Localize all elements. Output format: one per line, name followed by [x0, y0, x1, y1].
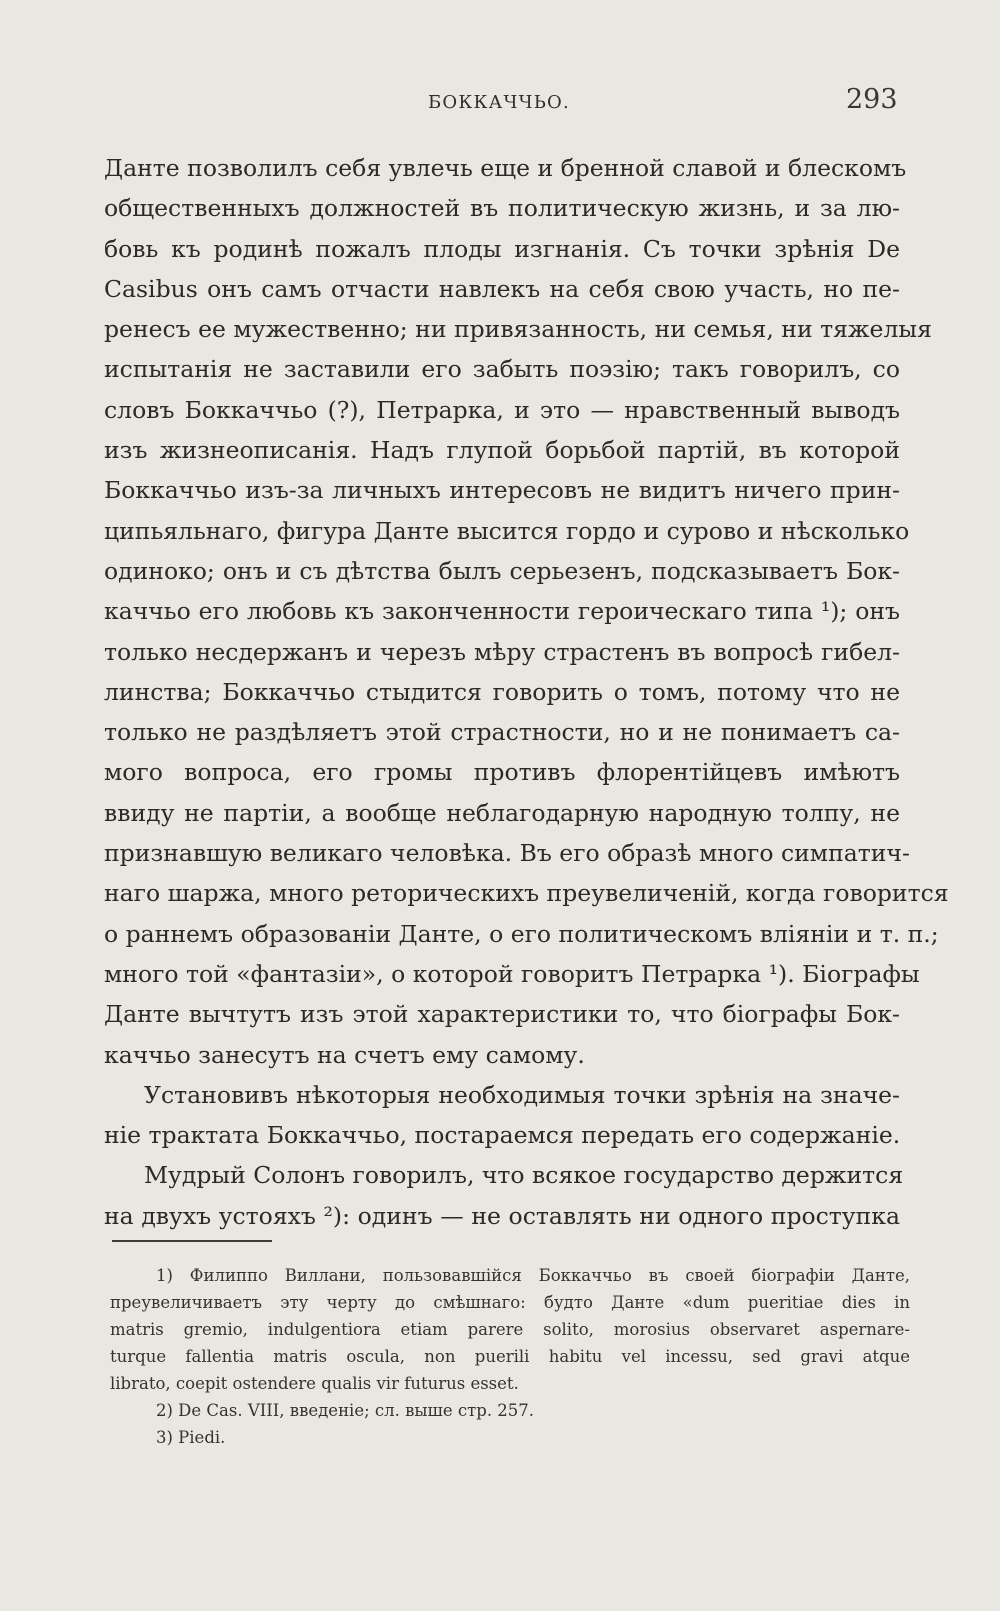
text-line: бовь къ родинѣ пожалъ плоды изгнанія. Съ точки зрѣнія De: [104, 234, 900, 263]
text-line: ципьяльнаго, фигура Данте высится гордо и сурово и нѣсколько: [104, 516, 910, 545]
text-line: общественныхъ должностей въ политическую жизнь, и за лю-: [104, 194, 900, 223]
text-line: о раннемъ образованіи Данте, о его политическомъ вліяніи и т. п.;: [104, 919, 939, 948]
text-line: одиноко; онъ и съ дѣтства былъ серьезенъ, подсказываетъ Бок-: [104, 556, 900, 585]
running-head: [0, 84, 1000, 124]
text-line: словъ Боккаччьо (?), Петрарка, и это — нравственный выводъ: [104, 395, 900, 424]
text-line: испытанія не заставили его забыть поэзію; такъ говорилъ, со: [104, 355, 900, 384]
text-line: Данте вычтутъ изъ этой характеристики то, что біографы Бок-: [104, 1000, 900, 1029]
text-line: каччьо его любовь къ законченности героическаго типа ¹); онъ: [104, 597, 900, 626]
text-line: Данте позволилъ себя увлечь еще и бренной славой и блескомъ: [104, 154, 907, 182]
body-text: [104, 148, 949, 1236]
text-line: только не раздѣляетъ этой страстности, но и не понимаетъ са-: [104, 718, 900, 747]
footnote-line: turque fallentia matris oscula, non puerili habitu vel incessu, sed gravi atque: [110, 1347, 910, 1366]
footnote-rule: [112, 1240, 272, 1242]
text-line: ввиду не партіи, а вообще неблагодарную народную толпу, не: [104, 798, 900, 827]
text-line: Боккаччьо изъ-за личныхъ интересовъ не видитъ ничего прин-: [104, 476, 900, 505]
text-line: наго шаржа, много реторическихъ преувеличеній, когда говорится: [104, 879, 949, 908]
footnotes: [110, 1262, 910, 1451]
text-line: ніе трактата Боккаччьо, постараемся передать его содержаніе.: [104, 1121, 901, 1150]
footnote-line: преувеличиваетъ эту черту до смѣшнаго: будто Данте «dum pueritiae dies in: [110, 1293, 910, 1312]
footnote-line: 2) De Cas. VIII, введеніе; сл. выше стр. 257.: [156, 1401, 535, 1420]
running-title: БОККАЧЧЬО.: [428, 92, 570, 113]
text-line: мого вопроса, его громы противъ флорентійцевъ имѣютъ: [104, 758, 900, 787]
page-number: 293: [846, 84, 898, 115]
text-line: изъ жизнеописанія. Надъ глупой борьбой партій, въ которой: [104, 436, 900, 465]
text-line: много той «фантазіи», о которой говоритъ Петрарка ¹). Біографы: [104, 959, 920, 988]
text-line: Мудрый Солонъ говорилъ, что всякое государство держится: [144, 1161, 904, 1190]
text-line: каччьо занесутъ на счетъ ему самому.: [104, 1040, 585, 1069]
text-line: на двухъ устояхъ ²): одинъ — не оставлять ни одного проступка: [104, 1201, 900, 1230]
footnote-line: 3) Piedi.: [156, 1428, 226, 1447]
footnote-line: librato, coepit ostendere qualis vir futurus esset.: [110, 1374, 519, 1393]
text-line: признавшую великаго человѣка. Въ его образѣ много симпатич-: [104, 839, 910, 868]
footnote-line: matris gremio, indulgentiora etiam parere solito, morosius observaret aspernare-: [110, 1320, 910, 1339]
text-line: Установивъ нѣкоторыя необходимыя точки зрѣнія на значе-: [144, 1080, 900, 1109]
text-line: линства; Боккаччьо стыдится говорить о томъ, потому что не: [104, 677, 900, 706]
text-line: только несдержанъ и черезъ мѣру страстенъ въ вопросѣ гибел-: [104, 637, 900, 666]
text-line: Casibus онъ самъ отчасти навлекъ на себя свою участь, но пе-: [104, 274, 900, 303]
text-line: ренесъ ее мужественно; ни привязанность, ни семья, ни тяжелыя: [104, 315, 932, 344]
footnote-line: 1) Филиппо Виллани, пользовавшійся Боккаччьо въ своей біографіи Данте,: [156, 1266, 910, 1285]
